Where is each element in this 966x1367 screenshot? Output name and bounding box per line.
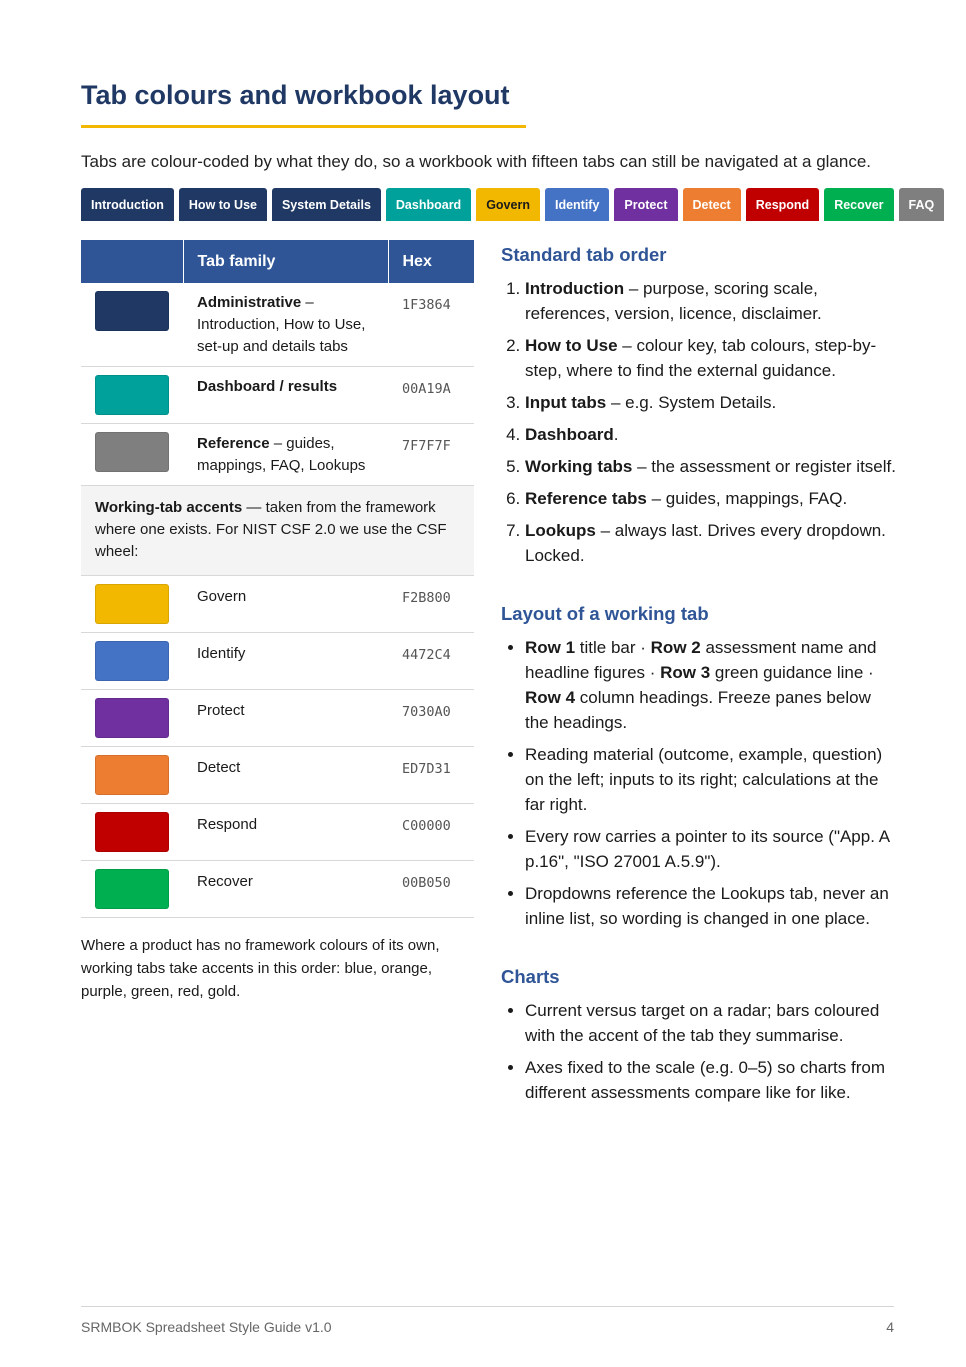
list-item [525,276,896,326]
item-text: – e.g. System Details. [606,393,777,412]
list-item [525,422,896,447]
list-item [525,390,896,415]
item-text: – the assessment or register itself. [632,457,896,476]
list-item [525,333,896,383]
accent-name: Respond [183,804,388,861]
item-text: – colour key, tab colours, step-by-step, where to find the external guidance. [525,336,877,380]
footnote: Where a product has no framework colours of its own, working tabs take accents in this order: blue, orange, purple, green, red, gold. [81,937,440,1000]
tab-order-list [501,276,896,568]
tab-strip [81,188,949,221]
table-row [81,747,474,804]
footer-divider [81,1306,894,1307]
table-row [81,367,474,424]
item-bold-term: Row 4 [525,688,576,707]
item-bold-term: Input tabs [525,393,607,412]
family-label [183,424,388,486]
guidance-column [501,244,896,1112]
list-item [525,454,896,479]
accent-name: Recover [183,861,388,918]
item-bold-term: Introduction [525,279,625,298]
item-bold-term: Row 1 [525,638,576,657]
item-text: – purpose, scoring scale, references, version, licence, disclaimer. [525,279,822,323]
tab-family-header: Tab family [183,240,388,283]
table-row [81,576,474,633]
list-item: • Current versus target on a radar; bars coloured with the accent of the tab they summarise. [525,998,896,1048]
tab-govern[interactable]: Govern [476,188,540,221]
table-row [81,283,474,367]
colour-key-table [81,240,474,918]
tab-system-details[interactable]: System Details [272,188,381,221]
table-row [81,804,474,861]
tab-recover[interactable]: Recover [824,188,893,221]
table-row [81,690,474,747]
item-text: – Introduction, How to Use, set-up and details tabs [197,294,366,355]
item-text: — taken from the framework where one exists. For NIST CSF 2.0 we use the CSF wheel: [95,499,447,560]
tab-dashboard[interactable]: Dashboard [386,188,471,221]
hex-value: C00000 [388,804,474,861]
item-text: – always last. Drives every dropdown. Locked. [525,521,886,565]
tab-how-to-use[interactable]: How to Use [179,188,267,221]
page-number: 4 [886,1319,894,1335]
item-bold-term: Dashboard / results [197,378,338,395]
hex-value: F2B800 [388,576,474,633]
table-row [81,861,474,918]
swatch-cell [81,283,183,367]
tab-order-heading: Standard tab order [501,244,667,265]
tab-detect[interactable]: Detect [683,188,741,221]
tab-faq[interactable]: FAQ [899,188,945,221]
colour-swatch [95,584,169,624]
swatch-cell [81,690,183,747]
item-text: assessment name and headline figures · [525,638,877,682]
accent-name: Govern [183,576,388,633]
hex-value: 1F3864 [388,283,474,367]
item-bold-term: Administrative [197,294,302,311]
colour-swatch [95,698,169,738]
page-title: Tab colours and workbook layout [81,80,510,110]
item-bold-term: Row 3 [660,663,711,682]
colour-swatch [95,641,169,681]
colour-swatch [95,375,169,415]
family-label [183,367,388,424]
hex-value: 4472C4 [388,633,474,690]
swatch-cell [81,367,183,424]
list-item: • Reading material (outcome, example, question) on the left; inputs to its right; calculations at the far right. [525,742,896,817]
accent-name: Identify [183,633,388,690]
list-item [525,518,896,568]
charts-heading: Charts [501,966,560,987]
swatch-cell [81,861,183,918]
swatch-header [81,240,183,283]
hex-value: 00B050 [388,861,474,918]
item-bold-term: Dashboard [525,425,614,444]
layout-list [501,635,896,931]
accent-note [81,486,474,576]
charts-list [501,998,896,1105]
item-bold-term: Working-tab accents [95,499,243,516]
item-text: – guides, mappings, FAQ, Lookups [197,435,366,474]
hex-value: 00A19A [388,367,474,424]
swatch-cell [81,424,183,486]
list-item [525,486,896,511]
accent-name: Protect [183,690,388,747]
table-row [81,424,474,486]
table-header-row [81,240,474,283]
item-bold-term: Row 2 [650,638,701,657]
tab-identify[interactable]: Identify [545,188,609,221]
table-row [81,633,474,690]
title-underline [81,125,526,128]
item-text: title bar · [575,638,651,657]
list-item [525,635,896,735]
colour-swatch [95,291,169,331]
item-bold-term: Reference tabs [525,489,647,508]
tab-respond[interactable]: Respond [746,188,819,221]
swatch-cell [81,804,183,861]
hex-value: 7030A0 [388,690,474,747]
swatch-cell [81,633,183,690]
hex-value: ED7D31 [388,747,474,804]
colour-swatch [95,869,169,909]
item-bold-term: Reference [197,435,270,452]
item-text: column headings. Freeze panes below the headings. [525,688,871,732]
colour-key-column [81,240,474,1003]
item-text: green guidance line · [710,663,874,682]
item-text: . [613,425,619,444]
colour-swatch [95,755,169,795]
footer-title: SRMBOK Spreadsheet Style Guide v1.0 [81,1319,332,1335]
family-label [183,283,388,367]
list-item: • Axes fixed to the scale (e.g. 0–5) so charts from different assessments compare like for like. [525,1055,896,1105]
list-item: • Dropdowns reference the Lookups tab, never an inline list, so wording is changed in one place. [525,881,896,931]
hex-value: 7F7F7F [388,424,474,486]
layout-heading: Layout of a working tab [501,603,709,624]
list-item: • Every row carries a pointer to its source ("App. A p.16", "ISO 27001 A.5.9"). [525,824,896,874]
colour-swatch [95,432,169,472]
tab-protect[interactable]: Protect [614,188,677,221]
accent-name: Detect [183,747,388,804]
accent-note-row [81,486,474,576]
item-bold-term: How to Use [525,336,618,355]
swatch-cell [81,747,183,804]
intro-text: Tabs are colour-coded by what they do, so a workbook with fifteen tabs can still be navigated at a glance. [81,152,872,171]
item-bold-term: Lookups [525,521,596,540]
hex-header: Hex [388,240,474,283]
tab-introduction[interactable]: Introduction [81,188,174,221]
item-bold-term: Working tabs [525,457,633,476]
colour-swatch [95,812,169,852]
swatch-cell [81,576,183,633]
item-text: – guides, mappings, FAQ. [646,489,848,508]
